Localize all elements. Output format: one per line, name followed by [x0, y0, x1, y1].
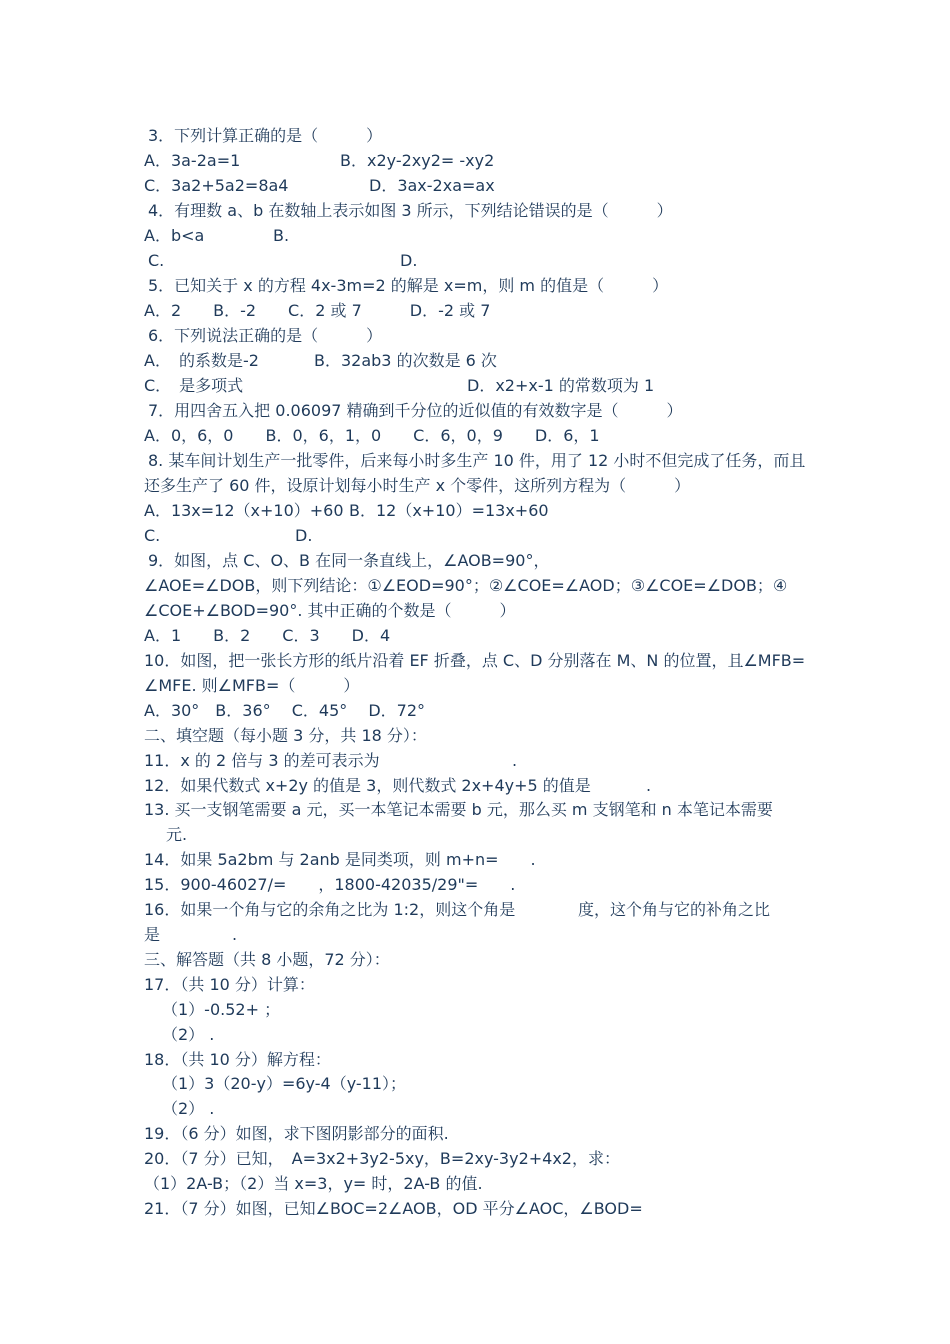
q16-end: .	[232, 925, 238, 944]
q4-option-d: D.	[400, 251, 418, 270]
q8-option-b: B．12（x+10）=13x+60	[349, 501, 549, 520]
q9-stem-line2: ∠AOE=∠DOB，则下列结论：①∠EOD=90°；②∠COE=∠AOD；③∠COE=∠DOB；④	[144, 576, 788, 595]
q20-stem: 20．（7 分）已知， A=3x2+3y2-5xy，B=2xy-3y2+4x2，求：	[144, 1149, 620, 1168]
q6-option-c: C． 是多项式	[144, 376, 244, 395]
q16-stem: 16．如果一个角与它的余角之比为 1:2，则这个角是	[144, 900, 516, 919]
q18-part2: （2） .	[162, 1099, 215, 1118]
q7-options: A．0，6，0 B．0，6，1，0 C．6，0，9 D．6，1	[144, 426, 600, 445]
q16-mid: 度，这个角与它的补角之比	[578, 900, 771, 919]
q3-option-c: C．3a2+5a2=8a4	[144, 176, 289, 195]
q6-option-b: B．32ab3 的次数是 6 次	[314, 351, 497, 370]
q9-options: A．1 B．2 C．3 D．4	[144, 626, 391, 645]
q9-stem-line3: ∠COE+∠BOD=90°. 其中正确的个数是（ ）	[144, 601, 516, 620]
q12-stem: 12．如果代数式 x+2y 的值是 3，则代数式 2x+4y+5 的值是	[144, 776, 591, 795]
q12-end: .	[646, 776, 652, 795]
q11-end: .	[512, 751, 518, 770]
q17-stem: 17．（共 10 分）计算：	[144, 975, 315, 994]
q8-stem-line1: 8. 某车间计划生产一批零件，后来每小时多生产 10 件，用了 12 小时不但完成了任务，而且	[148, 451, 806, 470]
q18-stem: 18．（共 10 分）解方程：	[144, 1050, 331, 1069]
q8-option-d: D.	[295, 526, 313, 545]
q6-option-d: D．x2+x-1 的常数项为 1	[467, 376, 655, 395]
q17-part1: （1）-0.52+ ；	[162, 1000, 281, 1019]
q3-stem: 3．下列计算正确的是（ ）	[148, 126, 383, 145]
q8-stem-line2: 还多生产了 60 件，设原计划每小时生产 x 个零件，这所列方程为（ ）	[144, 476, 691, 495]
q6-option-a: A． 的系数是-2	[144, 351, 259, 370]
q13-stem: 13. 买一支钢笔需要 a 元，买一本笔记本需要 b 元，那么买 m 支钢笔和 n 本笔记本需要	[144, 800, 773, 819]
q4-stem: 4．有理数 a、b 在数轴上表示如图 3 所示，下列结论错误的是（ ）	[148, 201, 673, 220]
q4-option-a: A．b<a	[144, 226, 205, 245]
q8-option-a: A．13x=12（x+10）+60	[144, 501, 344, 520]
q11-stem: 11．x 的 2 倍与 3 的差可表示为	[144, 751, 380, 770]
section-3-heading: 三、解答题（共 8 小题，72 分）：	[144, 950, 390, 969]
q3-option-a: A．3a-2a=1	[144, 151, 241, 170]
q4-option-b: B.	[273, 226, 290, 245]
q5-stem: 5．已知关于 x 的方程 4x-3m=2 的解是 x=m，则 m 的值是（ ）	[148, 276, 669, 295]
q10-options: A．30° B．36° C．45° D．72°	[144, 701, 426, 720]
q20-parts: （1）2A-B；（2）当 x=3，y= 时，2A-B 的值.	[144, 1174, 483, 1193]
q8-option-c: C.	[144, 526, 161, 545]
q19-stem: 19．（6 分）如图，求下图阴影部分的面积.	[144, 1124, 449, 1143]
q3-option-d: D．3ax-2xa=ax	[369, 176, 495, 195]
q18-part1: （1）3（20-y）=6y-4（y-11）；	[162, 1074, 407, 1093]
q6-stem: 6．下列说法正确的是（ ）	[148, 326, 383, 345]
q21-stem: 21．（7 分）如图，已知∠BOC=2∠AOB，OD 平分∠AOC，∠BOD=	[144, 1199, 643, 1218]
q10-stem-line2: ∠MFE. 则∠MFB=（ ）	[144, 676, 360, 695]
q14-stem: 14．如果 5a2bm 与 2anb 是同类项，则 m+n= .	[144, 850, 536, 869]
q7-stem: 7．用四舍五入把 0.06097 精确到千分位的近似值的有效数字是（ ）	[148, 401, 683, 420]
q10-stem-line1: 10．如图，把一张长方形的纸片沿着 EF 折叠，点 C、D 分别落在 M、N 的位置，且∠MFB=	[144, 651, 806, 670]
q15-stem: 15．900-46027/= ，1800-42035/29"= .	[144, 875, 516, 894]
q17-part2: （2） .	[162, 1025, 215, 1044]
q4-option-c: C.	[148, 251, 165, 270]
q5-options: A．2 B．-2 C．2 或 7 D．-2 或 7	[144, 301, 491, 320]
section-2-heading: 二、填空题（每小题 3 分，共 18 分）：	[144, 726, 427, 745]
q9-stem-line1: 9．如图，点 C、O、B 在同一条直线上，∠AOB=90°，	[148, 551, 550, 570]
q16-line2: 是	[144, 925, 161, 944]
q13-end: 元.	[166, 825, 188, 844]
q3-option-b: B．x2y-2xy2= -xy2	[340, 151, 495, 170]
